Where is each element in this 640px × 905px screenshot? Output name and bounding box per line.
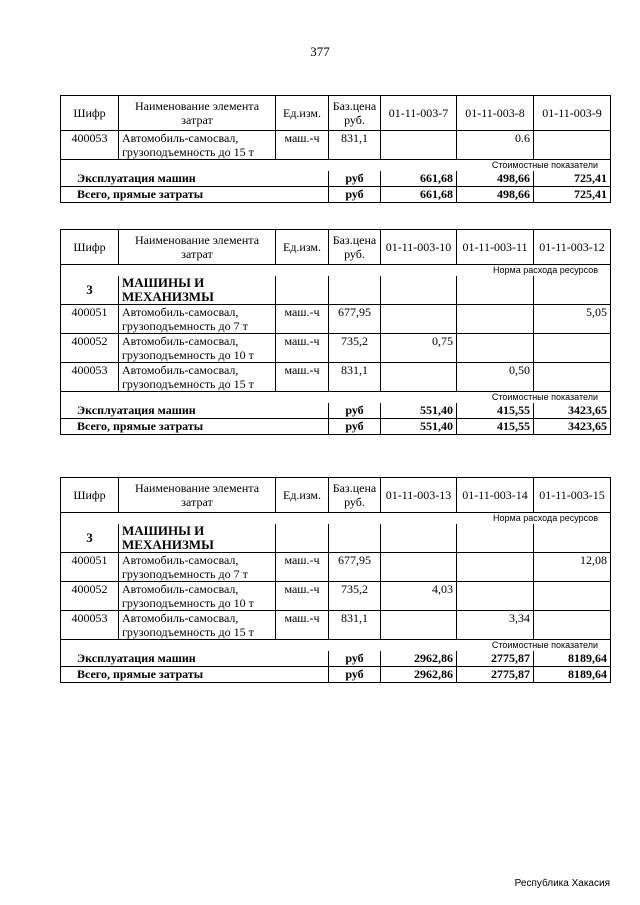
total-value-2: 2775,87 <box>457 667 534 683</box>
exploitation-row <box>61 651 611 667</box>
header-code: Шифр <box>61 96 119 131</box>
row-price: 831,1 <box>329 363 381 392</box>
header-col-1: 01-11-003-13 <box>381 478 457 513</box>
total-value-1: 661,68 <box>381 187 457 203</box>
table-row <box>61 582 611 611</box>
row-value-3 <box>534 363 611 392</box>
row-price: 831,1 <box>329 611 381 640</box>
row-code: 400053 <box>61 611 119 640</box>
row-value-2 <box>457 305 534 334</box>
header-name: Наименование элемента затрат <box>119 478 276 513</box>
section-title: МАШИНЫ И МЕХАНИЗМЫ <box>119 524 276 553</box>
header-price: Баз.цена руб. <box>329 478 381 513</box>
row-code: 400053 <box>61 131 119 160</box>
row-value-2 <box>457 553 534 582</box>
total-unit: руб <box>329 187 381 203</box>
row-value-3 <box>534 582 611 611</box>
row-price: 677,95 <box>329 553 381 582</box>
row-value-2 <box>457 334 534 363</box>
header-col-1: 01-11-003-10 <box>381 230 457 265</box>
exploitation-label: Эксплуатация машин <box>61 171 329 187</box>
row-name: Автомобиль-самосвал, грузоподъемность до 15 т <box>119 131 276 160</box>
exploitation-label: Эксплуатация машин <box>61 403 329 419</box>
total-value-3: 3423,65 <box>534 419 611 435</box>
section-row <box>61 524 611 553</box>
resource-table-1 <box>60 95 611 203</box>
row-code: 400052 <box>61 334 119 363</box>
resource-table-3 <box>60 477 611 683</box>
exploitation-value-1: 551,40 <box>381 403 457 419</box>
row-name: Автомобиль-самосвал, грузоподъемность до 15 т <box>119 363 276 392</box>
header-price: Баз.цена руб. <box>329 96 381 131</box>
exploitation-row <box>61 403 611 419</box>
exploitation-value-3: 8189,64 <box>534 651 611 667</box>
row-name: Автомобиль-самосвал, грузоподъемность до 7 т <box>119 305 276 334</box>
row-value-3 <box>534 131 611 160</box>
total-value-2: 498,66 <box>457 187 534 203</box>
section-code: 3 <box>61 524 119 553</box>
table-row <box>61 305 611 334</box>
header-unit: Ед.изм. <box>276 230 329 265</box>
exploitation-unit: руб <box>329 403 381 419</box>
norm-label: Норма расхода ресурсов <box>61 265 611 277</box>
region-footer: Республика Хакасия <box>514 878 610 889</box>
row-name: Автомобиль-самосвал, грузоподъемность до 10 т <box>119 582 276 611</box>
row-value-3 <box>534 334 611 363</box>
exploitation-unit: руб <box>329 651 381 667</box>
row-value-2 <box>457 582 534 611</box>
header-col-3: 01-11-003-12 <box>534 230 611 265</box>
row-name: Автомобиль-самосвал, грузоподъемность до 10 т <box>119 334 276 363</box>
total-value-1: 551,40 <box>381 419 457 435</box>
cost-indicators-label: Стоимостные показатели <box>61 160 611 172</box>
row-code: 400051 <box>61 553 119 582</box>
table-row <box>61 611 611 640</box>
header-unit: Ед.изм. <box>276 478 329 513</box>
cost-indicators-label: Стоимостные показатели <box>61 640 611 652</box>
header-col-2: 01-11-003-8 <box>457 96 534 131</box>
row-price: 831,1 <box>329 131 381 160</box>
row-value-1 <box>381 305 457 334</box>
row-unit: маш.-ч <box>276 582 329 611</box>
header-unit: Ед.изм. <box>276 96 329 131</box>
total-label: Всего, прямые затраты <box>61 187 329 203</box>
table-header-row <box>61 96 611 131</box>
row-unit: маш.-ч <box>276 363 329 392</box>
exploitation-unit: руб <box>329 171 381 187</box>
total-label: Всего, прямые затраты <box>61 667 329 683</box>
row-value-3: 5,05 <box>534 305 611 334</box>
total-unit: руб <box>329 419 381 435</box>
header-col-2: 01-11-003-11 <box>457 230 534 265</box>
total-unit: руб <box>329 667 381 683</box>
header-col-3: 01-11-003-9 <box>534 96 611 131</box>
total-value-2: 415,55 <box>457 419 534 435</box>
exploitation-value-2: 498,66 <box>457 171 534 187</box>
row-price: 735,2 <box>329 334 381 363</box>
header-code: Шифр <box>61 230 119 265</box>
row-name: Автомобиль-самосвал, грузоподъемность до 15 т <box>119 611 276 640</box>
row-value-1: 4,03 <box>381 582 457 611</box>
header-name: Наименование элемента затрат <box>119 96 276 131</box>
total-value-1: 2962,86 <box>381 667 457 683</box>
total-value-3: 725,41 <box>534 187 611 203</box>
header-price: Баз.цена руб. <box>329 230 381 265</box>
row-unit: маш.-ч <box>276 131 329 160</box>
header-col-3: 01-11-003-15 <box>534 478 611 513</box>
row-value-3 <box>534 611 611 640</box>
exploitation-value-3: 725,41 <box>534 171 611 187</box>
row-code: 400052 <box>61 582 119 611</box>
row-unit: маш.-ч <box>276 305 329 334</box>
cost-indicators-row <box>61 392 611 404</box>
exploitation-value-2: 2775,87 <box>457 651 534 667</box>
row-value-1 <box>381 611 457 640</box>
row-value-2: 0.6 <box>457 131 534 160</box>
row-unit: маш.-ч <box>276 611 329 640</box>
exploitation-value-3: 3423,65 <box>534 403 611 419</box>
cost-indicators-row <box>61 640 611 652</box>
exploitation-value-1: 661,68 <box>381 171 457 187</box>
header-col-2: 01-11-003-14 <box>457 478 534 513</box>
row-code: 400053 <box>61 363 119 392</box>
row-value-1 <box>381 363 457 392</box>
table-row <box>61 334 611 363</box>
row-value-3: 12,08 <box>534 553 611 582</box>
table-header-row <box>61 230 611 265</box>
exploitation-label: Эксплуатация машин <box>61 651 329 667</box>
cost-indicators-label: Стоимостные показатели <box>61 392 611 404</box>
row-value-1: 0,75 <box>381 334 457 363</box>
table-row <box>61 131 611 160</box>
row-code: 400051 <box>61 305 119 334</box>
row-price: 677,95 <box>329 305 381 334</box>
header-col-1: 01-11-003-7 <box>381 96 457 131</box>
total-value-3: 8189,64 <box>534 667 611 683</box>
exploitation-value-2: 415,55 <box>457 403 534 419</box>
total-row <box>61 667 611 683</box>
row-price: 735,2 <box>329 582 381 611</box>
section-code: 3 <box>61 276 119 305</box>
row-value-2: 0,50 <box>457 363 534 392</box>
exploitation-value-1: 2962,86 <box>381 651 457 667</box>
row-name: Автомобиль-самосвал, грузоподъемность до 7 т <box>119 553 276 582</box>
section-row <box>61 276 611 305</box>
exploitation-row <box>61 171 611 187</box>
row-unit: маш.-ч <box>276 334 329 363</box>
norm-label: Норма расхода ресурсов <box>61 513 611 525</box>
total-label: Всего, прямые затраты <box>61 419 329 435</box>
total-row <box>61 187 611 203</box>
row-value-1 <box>381 131 457 160</box>
table-row <box>61 363 611 392</box>
total-row <box>61 419 611 435</box>
header-code: Шифр <box>61 478 119 513</box>
table-row <box>61 553 611 582</box>
row-value-1 <box>381 553 457 582</box>
table-header-row <box>61 478 611 513</box>
header-name: Наименование элемента затрат <box>119 230 276 265</box>
row-unit: маш.-ч <box>276 553 329 582</box>
section-title: МАШИНЫ И МЕХАНИЗМЫ <box>119 276 276 305</box>
page-number: 377 <box>310 44 330 59</box>
resource-table-2 <box>60 229 611 435</box>
cost-indicators-row <box>61 160 611 172</box>
row-value-2: 3,34 <box>457 611 534 640</box>
